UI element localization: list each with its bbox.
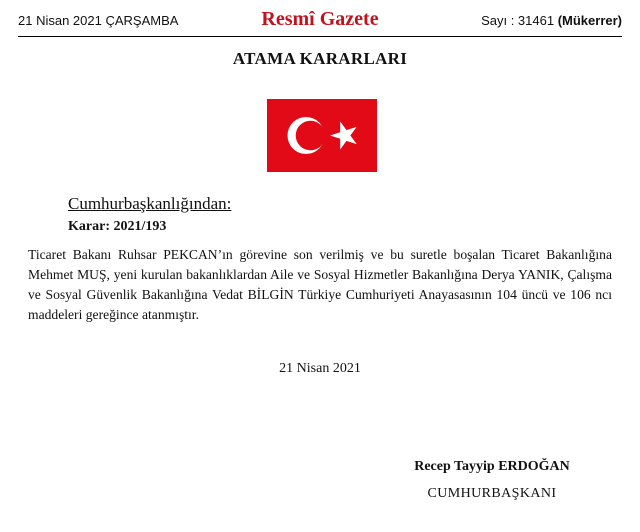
decision-date: 21 Nisan 2021 [279,361,361,376]
section-title: ATAMA KARARLARI [232,49,408,68]
decision-body: Ticaret Bakanı Ruhsar PEKCAN’ın görevine son verilmiş ve bu suretle boşalan Ticaret Bakanlığına Mehmet MUŞ, yeni kurulan bakanlıklardan Aile ve Sosyal Hizmetler Bakanlığına Derya YANIK, Çalışma ve Sosyal Güvenlik Bakanlığına Vedat BİLGİN Türkiye Cumhuriyeti Anayasasının 104 üncü ve 106 ncı maddeleri gereğince atanmıştır. [28,247,612,322]
gazette-header [18,6,622,37]
turkish-flag-icon [267,99,377,172]
issue-number [481,13,622,28]
signatory-title: CUMHURBAŞKANI [427,486,557,501]
issue-number-label: Sayı : 31461 [481,13,558,28]
publication-date: 21 Nisan 2021 ÇARŞAMBA [18,13,179,28]
issue-note: (Mükerrer) [557,13,622,28]
crescent-inner [296,121,326,151]
issuing-authority: Cumhurbaşkanlığından: [68,194,232,213]
decision-number: Karar: 2021/193 [68,219,167,234]
gazette-title: Resmî Gazete [261,8,379,30]
signatory-name: Recep Tayyip ERDOĞAN [414,459,570,474]
